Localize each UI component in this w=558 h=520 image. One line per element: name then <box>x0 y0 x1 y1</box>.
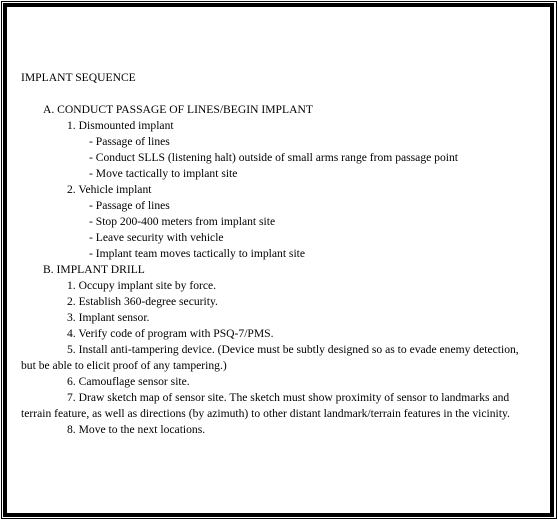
item-b4: 4. Verify code of program with PSQ-7/PMS. <box>67 327 274 340</box>
item-b7: 7. Draw sketch map of sensor site. The sketch must show proximity of sensor to landmarks and terrain feature, as well as directions (by azimuth) to other distant landmark/terrain features in the vicinity. <box>21 391 510 420</box>
item-b1: 1. Occupy implant site by force. <box>67 279 217 292</box>
subitem-a1-3: - Move tactically to implant site <box>89 167 238 180</box>
subitem-a2-3: - Leave security with vehicle <box>89 231 224 244</box>
item-b5: 5. Install anti-tampering device. (Device must be subtly designed so as to evade enemy detection, but be able to elicit proof of any tampering.) <box>21 343 519 372</box>
item-a2: 2. Vehicle implant <box>67 183 152 196</box>
item-b2: 2. Establish 360-degree security. <box>67 295 218 308</box>
document-title: IMPLANT SEQUENCE <box>21 71 136 84</box>
section-a-heading: A. CONDUCT PASSAGE OF LINES/BEGIN IMPLANT <box>43 103 313 116</box>
subitem-a1-2: - Conduct SLLS (listening halt) outside of small arms range from passage point <box>89 151 459 164</box>
subitem-a1-1: - Passage of lines <box>89 135 170 148</box>
subitem-a2-1: - Passage of lines <box>89 199 170 212</box>
subitem-a2-4: - Implant team moves tactically to implant site <box>89 247 306 260</box>
section-b-heading: B. IMPLANT DRILL <box>43 263 145 276</box>
document-body <box>21 70 536 438</box>
item-b6: 6. Camouflage sensor site. <box>67 375 190 388</box>
item-b3: 3. Implant sensor. <box>67 311 150 324</box>
item-b8: 8. Move to the next locations. <box>67 423 206 436</box>
subitem-a2-2: - Stop 200-400 meters from implant site <box>89 215 276 228</box>
item-a1: 1. Dismounted implant <box>67 119 174 132</box>
